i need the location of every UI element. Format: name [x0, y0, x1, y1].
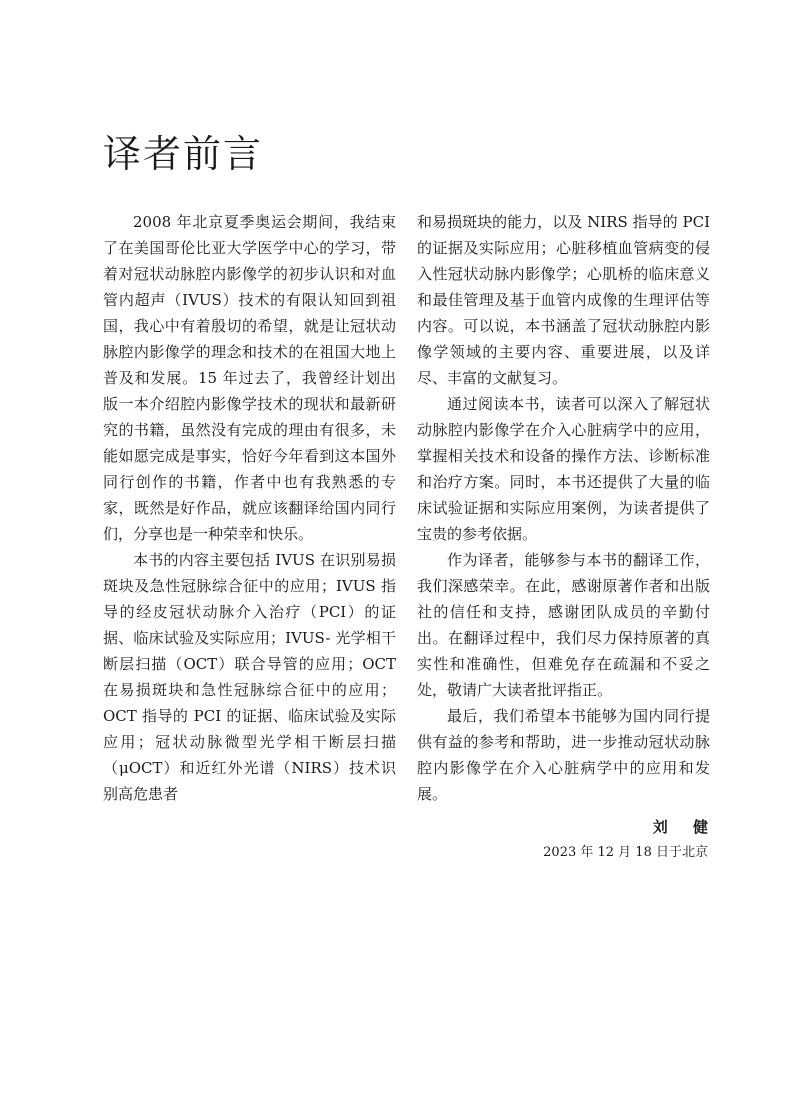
paragraph: 本书的内容主要包括 IVUS 在识别易损斑块及急性冠脉综合征中的应用；IVUS 指导的经皮冠状动脉介入治疗（PCI）的证据、临床试验及实际应用；IVUS- 光学相干断层扫描（OCT）联合导管的应用；OCT 在易损斑块和急性冠脉综合征中的应用；OCT 指导的 PCI 的证据、临床试验及实际应用；冠状动脉微型光学相干断层扫描（μOCT）和近红外光谱（NIRS）技术识别高危患者 [103, 551, 396, 803]
paragraph: 最后，我们希望本书能够为国内同行提供有益的参考和帮助，进一步推动冠状动脉腔内影像学在介入心脏病学中的应用和发展。 [417, 707, 710, 803]
paragraph: 2008 年北京夏季奥运会期间，我结束了在美国哥伦比亚大学医学中心的学习，带着对冠状动脉腔内影像学的初步认识和对血管内超声（IVUS）技术的有限认知回到祖国，我心中有着殷切的希望，就是让冠状动脉腔内影像学的理念和技术的在祖国大地上普及和发展。15 年过去了，我曾经计划出版一本介绍腔内影像学技术的现状和最新研究的书籍，虽然没有完成的理由有很多，未能如愿完成是事实，恰好今年看到这本国外同行创作的书籍，作者中也有我熟悉的专家，既然是好作品，就应该翻译给国内同行们，分享也是一种荣幸和快乐。 [103, 213, 396, 543]
signature-name: 刘 健 [652, 818, 718, 836]
right-column [417, 209, 710, 807]
paragraph: 通过阅读本书，读者可以深入了解冠状动脉腔内影像学在介入心脏病学中的应用，掌握相关技术和设备的操作方法、诊断标准和治疗方案。同时，本书还提供了大量的临床试验证据和实际应用案例，为读者提供了宝贵的参考依据。 [417, 395, 710, 543]
signature-date: 2023 年 12 月 18 日于北京 [543, 845, 708, 860]
paragraph-continuation: 和易损斑块的能力，以及 NIRS 指导的 PCI 的证据及实际应用；心脏移植血管病变的侵入性冠状动脉内影像学；心肌桥的临床意义和最佳管理及基于血管内成像的生理评估等内容。可以说，本书涵盖了冠状动脉腔内影像学领域的主要内容、重要进展，以及详尽、丰富的文献复习。 [417, 213, 710, 387]
paragraph: 作为译者，能够参与本书的翻译工作，我们深感荣幸。在此，感谢原著作者和出版社的信任和支持，感谢团队成员的辛勤付出。在翻译过程中，我们尽力保持原著的真实性和准确性，但难免存在疏漏和不妥之处，敬请广大读者批评指正。 [417, 551, 710, 699]
left-column [103, 209, 396, 807]
page-title: 译者前言 [103, 132, 264, 176]
